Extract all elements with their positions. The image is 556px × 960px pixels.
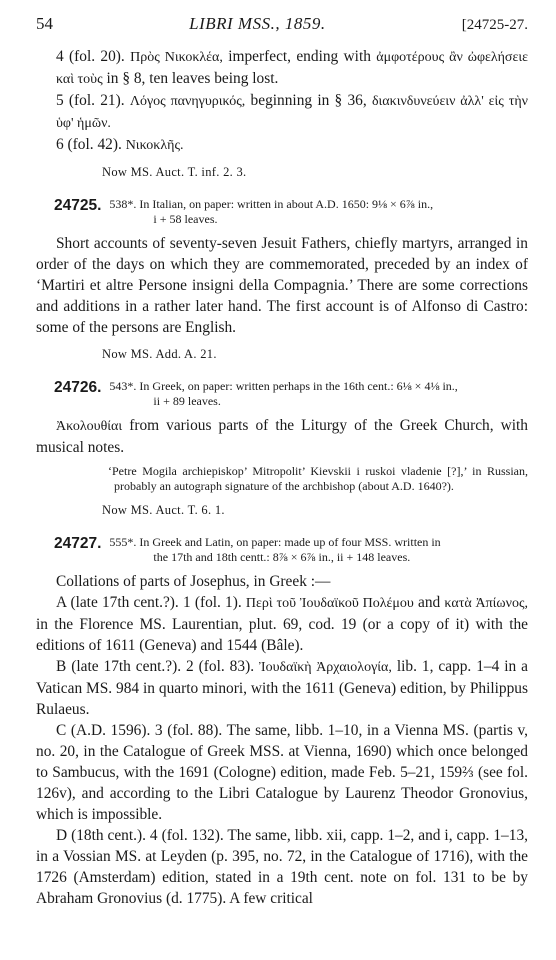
page-number: 54: [36, 14, 53, 33]
entry-number: 24726.: [54, 379, 102, 396]
shelfmark-2: Now MS. Add. A. 21.: [102, 347, 217, 361]
collation-a: A (late 17th cent.?). 1 (fol. 1). Περὶ τοῦ Ἰουδαϊκοῦ Πολέμου and κατὰ Ἀπίωνος, in the Florence MS. Laurentian, plut. 69, cod. 19 (or a copy of it) with the editions of 1611 (Geneva) and 1544 (Bâle).: [36, 594, 529, 654]
item-4: 4 (fol. 20). Πρὸς Νικοκλέα, imperfect, ending with ἀμφοτέρους ἂν ὠφελήσειε καὶ τοὺς in § 8, ten leaves being lost.: [56, 48, 528, 87]
entry-24726-quote: ‘Petre Mogila archiepiskop’ Mitropolit’ Kievskii i ruskoi vladenie [?],’ in Russian, probably an autograph signature of the archbishop (about A.D. 1640?).: [108, 464, 528, 493]
entry-range: [24725-27.: [461, 17, 528, 33]
entry-description: 555*. In Greek and Latin, on paper: made up of four MSS. written in the 17th and 18th centt.: 8⅞ × 6⅞ in., ii + 148 leaves.: [109, 535, 441, 564]
entry-24726-body: Ἀκολουθίαι from various parts of the Liturgy of the Greek Church, with musical notes.: [36, 417, 528, 456]
entry-24725-body: Short accounts of seventy-seven Jesuit Fathers, chiefly martyrs, arranged in order of the days on which they are commemorated, preceded by an index of ‘Martiri et altre Persone insigni della Compagnia.’ There are some corrections and additions in a rather later hand. The first account is of Alfonso di Castro: some of the persons are English.: [36, 235, 528, 336]
entry-number: 24725.: [54, 197, 102, 214]
item-6: 6 (fol. 42). Νικοκλῆς.: [56, 136, 184, 153]
running-title: LIBRI MSS., 1859.: [189, 14, 326, 33]
collation-b: B (late 17th cent.?). 2 (fol. 83). Ἰουδαϊκὴ Ἀρχαιολογία, lib. 1, capp. 1–4 in a Vatican MS. 984 in quarto minori, with the 1611 (Geneva) edition, by Philippus Rulaeus.: [36, 658, 528, 718]
entry-24726-head: [36, 379, 528, 409]
entry-24727-head: [36, 535, 528, 565]
shelfmark-3: Now MS. Auct. T. 6. 1.: [102, 503, 225, 517]
entry-description: 543*. In Greek, on paper: written perhaps in the 16th cent.: 6⅛ × 4⅛ in., ii + 89 leaves.: [109, 379, 458, 408]
item-5: 5 (fol. 21). Λόγος πανηγυρικός, beginning in § 36, διακινδυνεύειν ἀλλ' εἰς τὴν ὑφ' ἡμῶν.: [56, 92, 528, 131]
entry-24727-intro: Collations of parts of Josephus, in Greek :—: [56, 573, 331, 590]
entry-number: 24727.: [54, 535, 102, 552]
shelfmark-1: Now MS. Auct. T. inf. 2. 3.: [102, 165, 247, 179]
collation-d: D (18th cent.). 4 (fol. 132). The same, libb. xii, capp. 1–2, and i, capp. 1–13, in a Vossian MS. at Leyden (p. 395, no. 72, in the Catalogue of 1716), with the 1726 (Amsterdam) edition, stated in a 19th cent. note on fol. 131 to be by Abraham Gronovius (d. 1775). A few critical: [36, 827, 528, 907]
entry-description: 538*. In Italian, on paper: written in about A.D. 1650: 9⅛ × 6⅞ in., i + 58 leaves.: [109, 197, 434, 226]
collation-c: C (A.D. 1596). 3 (fol. 88). The same, libb. 1–10, in a Vienna MS. (partis v, no. 20, in the Catalogue of Greek MSS. at Vienna, 1690) which once belonged to Sambucus, with the 1691 (Cologne) edition, made Feb. 5–21, 159⅔ (see fol. 126v), and according to the Libri Catalogue by Laurenz Theodor Gronovius, which is impossible.: [36, 722, 528, 823]
entry-24725-head: [36, 197, 528, 227]
running-header: [36, 14, 528, 34]
